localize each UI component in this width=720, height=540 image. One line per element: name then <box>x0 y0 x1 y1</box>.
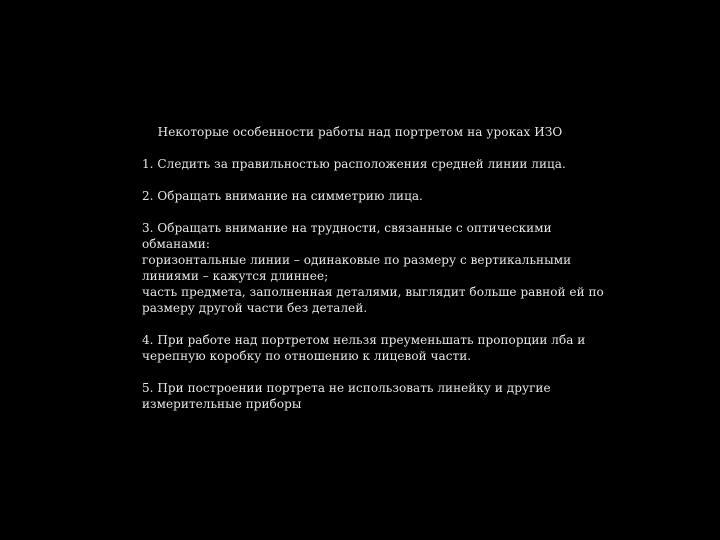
item-5-line-2: измерительные приборы <box>142 397 302 411</box>
list-item-4 <box>142 332 586 364</box>
item-3-line-2: обманами: <box>142 237 210 251</box>
item-3-line-5: часть предмета, заполненная деталями, выглядит больше равной ей по <box>142 285 604 299</box>
list-item-1 <box>142 156 578 172</box>
item-2-line-1: 2. Обращать внимание на симметрию лица. <box>142 189 423 203</box>
item-3-line-6: размеру другой части без деталей. <box>142 301 368 315</box>
item-4-line-2: черепную коробку по отношению к лицевой части. <box>142 349 472 363</box>
slide-title: Некоторые особенности работы над портретом на уроках ИЗО <box>157 125 563 139</box>
list-item-5 <box>142 380 578 412</box>
item-3-line-3: горизонтальные линии – одинаковые по размеру с вертикальными <box>142 253 572 267</box>
item-5-line-1: 5. При построении портрета не использовать линейку и другие <box>142 381 551 395</box>
item-3-line-1: 3. Обращать внимание на трудности, связанные с оптическими <box>142 221 552 235</box>
slide-content <box>142 156 604 428</box>
list-item-3 <box>142 220 604 316</box>
item-1-line-1: 1. Следить за правильностью расположения средней линии лица. <box>142 157 566 171</box>
item-3-line-4: линиями – кажутся длиннее; <box>142 269 329 283</box>
item-4-line-1: 4. При работе над портретом нельзя преуменьшать пропорции лба и <box>142 333 586 347</box>
list-item-2 <box>142 188 578 204</box>
